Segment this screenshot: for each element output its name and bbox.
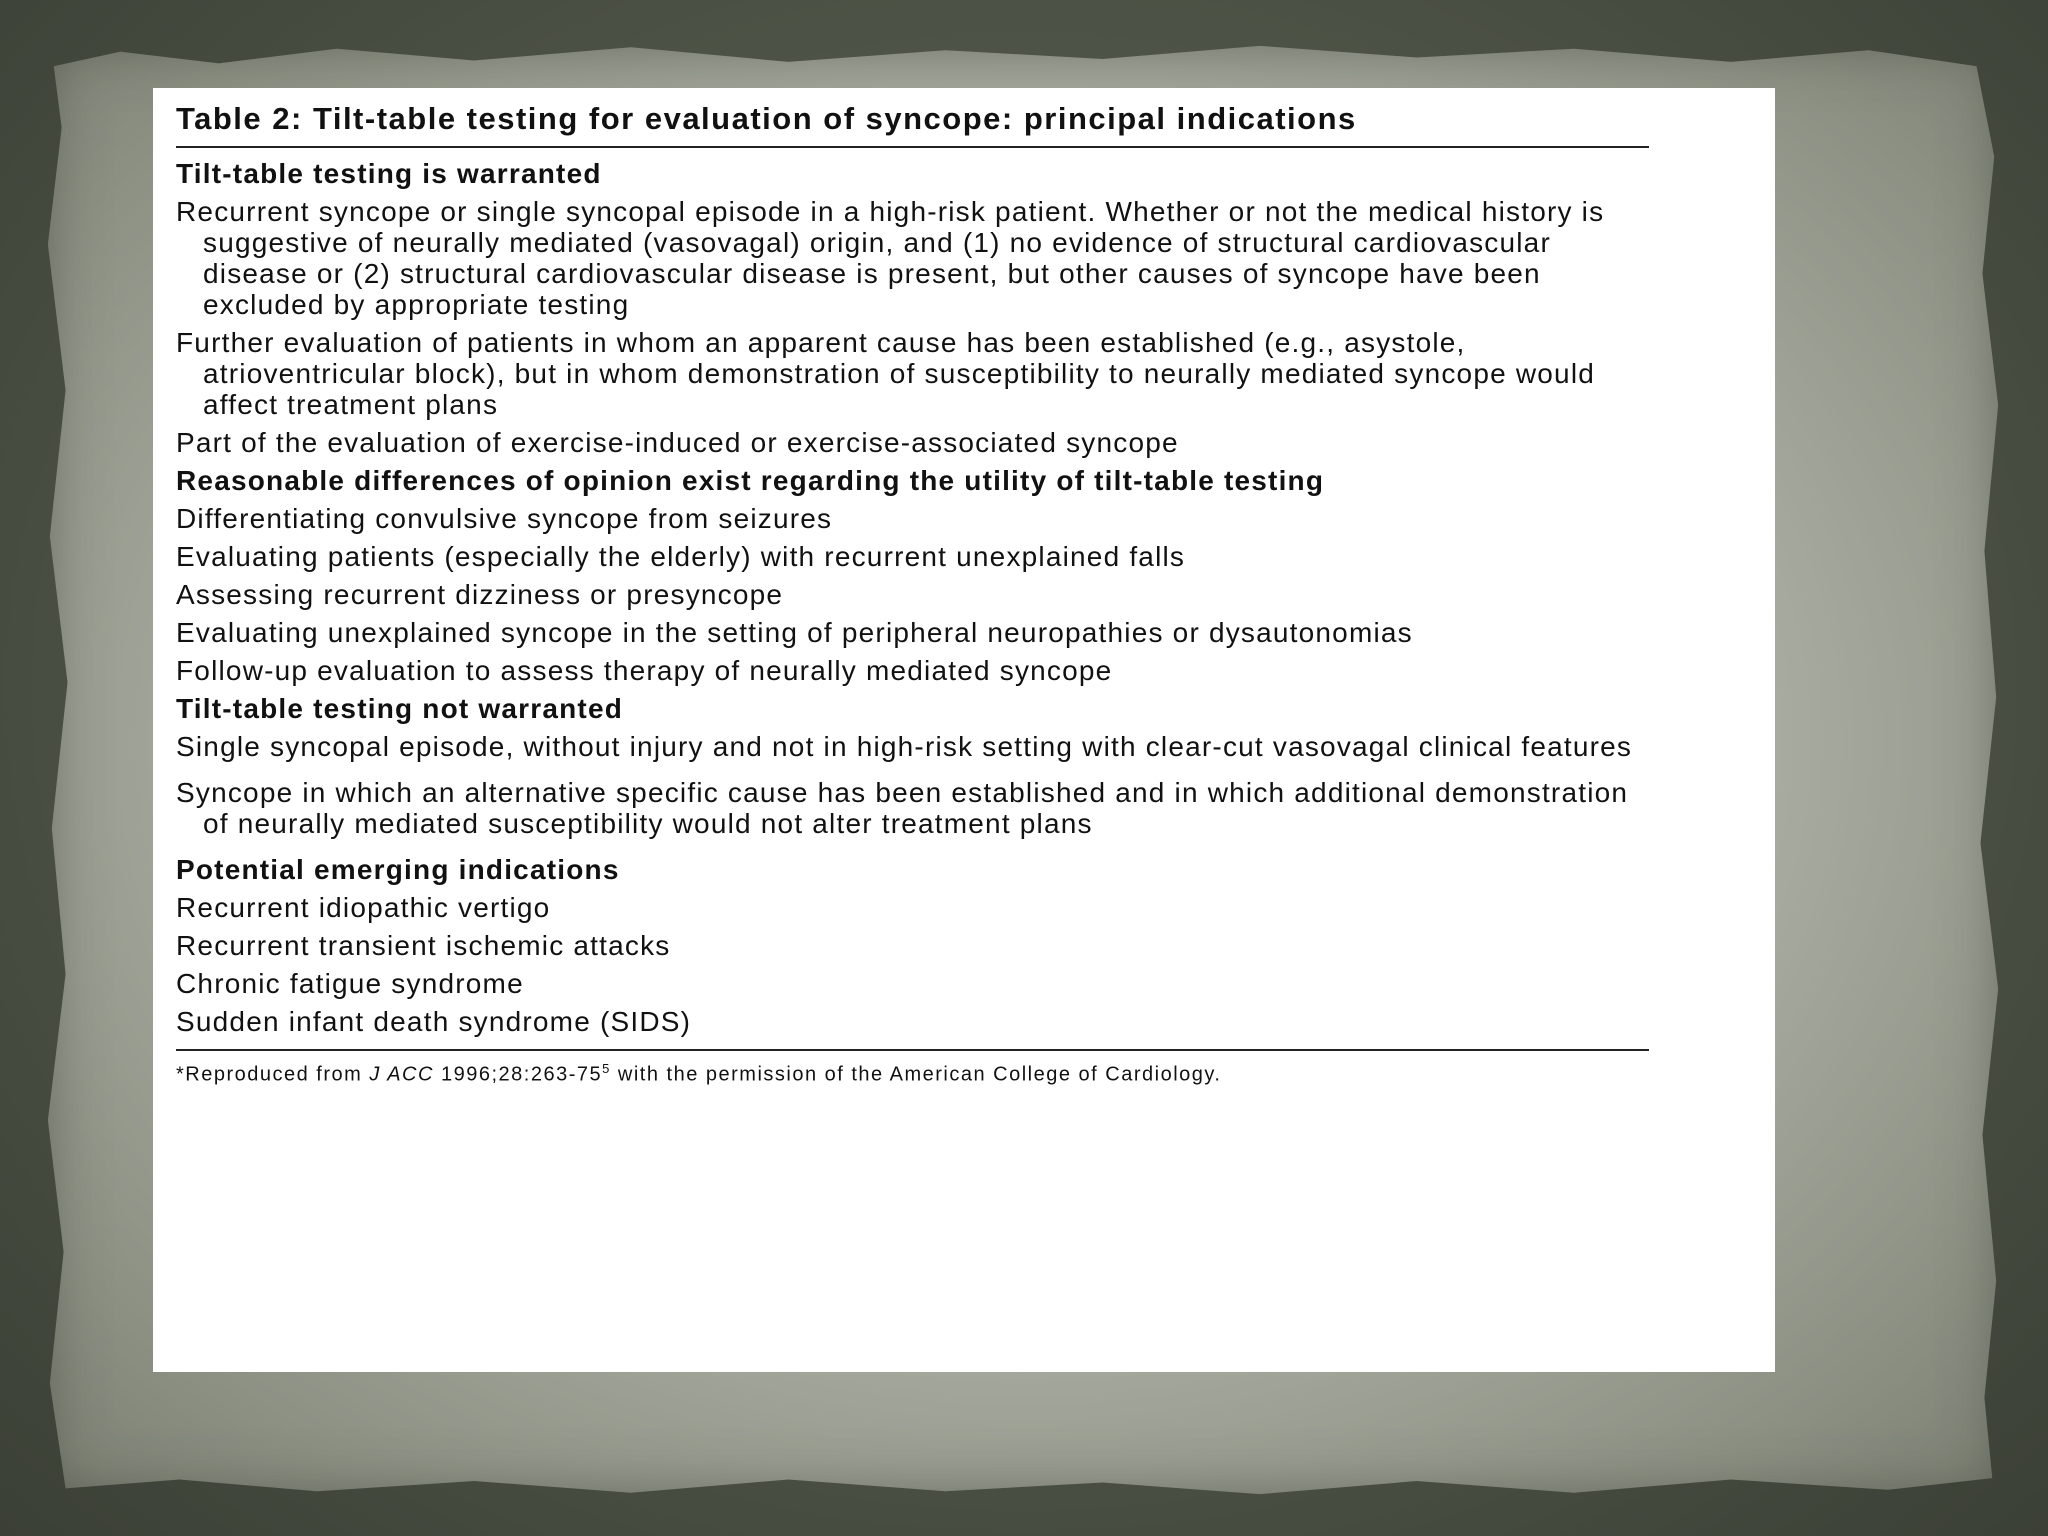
indication-item: Sudden infant death syndrome (SIDS) bbox=[176, 1006, 692, 1037]
table-title: Table 2: Tilt-table testing for evaluation of syncope: principal indications bbox=[176, 96, 1649, 148]
indication-item: Evaluating unexplained syncope in the setting of peripheral neuropathies or dysautonomias bbox=[176, 617, 1413, 648]
table-footnote bbox=[176, 1049, 1649, 1087]
indication-item: Chronic fatigue syndrome bbox=[176, 968, 524, 999]
indication-item: Part of the evaluation of exercise-induced or exercise-associated syncope bbox=[176, 427, 1179, 458]
section-heading-not-warranted: Tilt-table testing not warranted bbox=[176, 693, 624, 724]
indication-item: Recurrent idiopathic vertigo bbox=[176, 892, 551, 923]
indication-item: Assessing recurrent dizziness or presyncope bbox=[176, 579, 784, 610]
table-rows bbox=[176, 158, 1649, 1037]
indication-item: Follow-up evaluation to assess therapy of neurally mediated syncope bbox=[176, 655, 1113, 686]
indication-item: Recurrent transient ischemic attacks bbox=[176, 930, 671, 961]
indication-item: Recurrent syncope or single syncopal episode in a high-risk patient. Whether or not the medical history is suggestive of neurally mediated (vasovagal) origin, and (1) no evidence of structural cardiovascular disease or (2) structural cardiovascular disease is present, but other causes of syncope have been excluded by appropriate testing bbox=[176, 196, 1605, 320]
section-heading-emerging: Potential emerging indications bbox=[176, 854, 620, 885]
footnote-journal: J ACC bbox=[369, 1063, 434, 1086]
footnote-prefix: *Reproduced from bbox=[176, 1063, 370, 1086]
indication-item: Differentiating convulsive syncope from seizures bbox=[176, 503, 833, 534]
footnote-suffix: with the permission of the American College of Cardiology. bbox=[610, 1063, 1222, 1086]
section-heading-differences: Reasonable differences of opinion exist regarding the utility of tilt-table testing bbox=[176, 465, 1325, 496]
indication-item: Single syncopal episode, without injury and not in high-risk setting with clear-cut vasovagal clinical features bbox=[176, 731, 1633, 762]
indication-item: Further evaluation of patients in whom an apparent cause has been established (e.g., asystole, atrioventricular block), but in whom demonstration of susceptibility to neurally mediated syncope would affect treatment plans bbox=[176, 327, 1596, 420]
footnote-citation: 1996;28:263-75 bbox=[433, 1063, 603, 1086]
table-image bbox=[153, 88, 1775, 1372]
indication-item: Syncope in which an alternative specific cause has been established and in which additional demonstration of neurally mediated susceptibility would not alter treatment plans bbox=[176, 777, 1629, 839]
section-heading-warranted: Tilt-table testing is warranted bbox=[176, 158, 602, 189]
footnote-ref-mark: 5 bbox=[602, 1061, 611, 1076]
indication-item: Evaluating patients (especially the elderly) with recurrent unexplained falls bbox=[176, 541, 1186, 572]
